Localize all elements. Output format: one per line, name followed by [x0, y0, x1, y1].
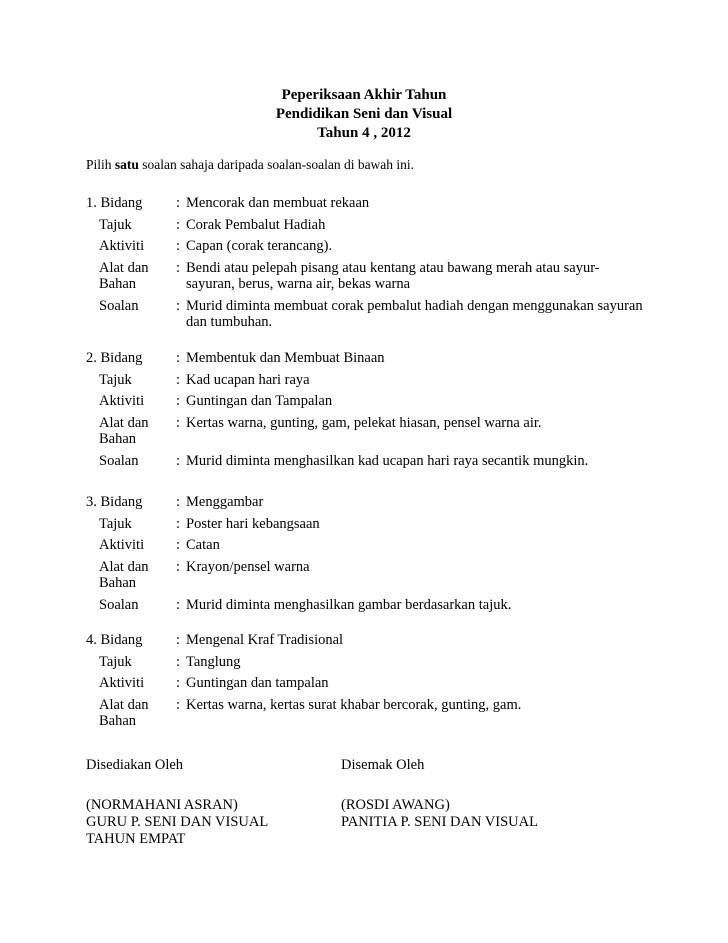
row-colon: : [176, 350, 181, 366]
row-colon: : [176, 696, 181, 713]
question-row [86, 654, 646, 671]
row-value: Kad ucapan hari raya [186, 371, 310, 388]
row-value: Capan (corak terancang). [186, 238, 333, 254]
row-colon: : [176, 297, 181, 314]
row-label: Tajuk [99, 515, 132, 532]
row-colon: : [176, 371, 181, 388]
question-row [86, 238, 646, 255]
row-value: Murid diminta membuat corak pembalut hadiah dengan menggunakan sayuran dan tumbuhan. [186, 297, 643, 330]
row-label: 1. Bidang [86, 195, 143, 211]
row-value: Krayon/pensel warna [186, 558, 310, 575]
row-value: Guntingan dan tampalan [186, 675, 329, 691]
row-label: 3. Bidang [86, 494, 143, 510]
row-label: 2. Bidang [86, 350, 143, 366]
row-value: Murid diminta menghasilkan kad ucapan hari raya secantik mungkin. [186, 452, 589, 469]
row-colon: : [176, 216, 181, 233]
question-row [86, 393, 646, 410]
row-colon: : [176, 238, 181, 254]
question-row [86, 453, 646, 470]
question-row [86, 675, 646, 692]
row-colon: : [176, 494, 181, 510]
question-row [86, 195, 646, 212]
row-value: Murid diminta menghasilkan gambar berdasarkan tajuk. [186, 596, 512, 613]
row-label: Alat dan Bahan [99, 696, 149, 729]
row-label: Alat dan Bahan [99, 558, 149, 591]
question-row [86, 697, 646, 730]
question-3 [86, 494, 646, 618]
row-colon: : [176, 195, 181, 211]
row-value: Mengenal Kraf Tradisional [186, 632, 344, 648]
row-label: Aktiviti [99, 675, 145, 691]
row-label: Tajuk [99, 216, 132, 233]
row-value: Mencorak dan membuat rekaan [186, 195, 370, 211]
question-1 [86, 195, 646, 336]
row-label: Alat dan Bahan [99, 259, 149, 292]
row-value: Membentuk dan Membuat Binaan [186, 350, 385, 366]
row-colon: : [176, 414, 181, 431]
title-line-1: Peperiksaan Akhir Tahun [281, 87, 447, 103]
question-row [86, 516, 646, 533]
question-2 [86, 350, 646, 474]
checked-by-label: Disemak Oleh [341, 757, 425, 773]
row-colon: : [176, 259, 181, 276]
row-value: Menggambar [186, 494, 264, 510]
row-colon: : [176, 632, 181, 648]
row-label: Soalan [99, 297, 139, 314]
prepared-by-role-year: TAHUN EMPAT [86, 831, 186, 847]
title-line-2: Pendidikan Seni dan Visual [275, 106, 453, 122]
row-label: Tajuk [99, 653, 132, 670]
title-line-3: Tahun 4 , 2012 [317, 125, 411, 141]
row-label: Aktiviti [99, 537, 145, 553]
prepared-by-role: GURU P. SENI DAN VISUAL [86, 814, 269, 830]
row-label: Soalan [99, 596, 139, 613]
question-row [86, 494, 646, 511]
instruction-prefix: Pilih [86, 157, 115, 172]
row-value: Kertas warna, kertas surat khabar bercorak, gunting, gam. [186, 696, 522, 713]
row-colon: : [176, 596, 181, 613]
question-row [86, 632, 646, 649]
question-row [86, 350, 646, 367]
row-value: Corak Pembalut Hadiah [186, 216, 326, 233]
row-colon: : [176, 515, 181, 532]
row-colon: : [176, 653, 181, 670]
row-label: Aktiviti [99, 238, 145, 254]
row-colon: : [176, 393, 181, 409]
row-value: Bendi atau pelepah pisang atau kentang atau bawang merah atau sayur-sayuran, berus, warna air, bekas warna [186, 259, 600, 292]
checked-by-role: PANITIA P. SENI DAN VISUAL [341, 814, 538, 830]
question-row [86, 217, 646, 234]
row-value: Kertas warna, gunting, gam, pelekat hiasan, pensel warna air. [186, 414, 542, 431]
row-value: Catan [186, 537, 220, 553]
row-colon: : [176, 675, 181, 691]
question-row [86, 597, 646, 614]
question-row [86, 537, 646, 554]
row-value: Guntingan dan Tampalan [186, 393, 333, 409]
row-colon: : [176, 452, 181, 469]
prepared-by-label: Disediakan Oleh [86, 757, 184, 773]
row-value: Poster hari kebangsaan [186, 515, 320, 532]
instruction-bold: satu [114, 157, 139, 172]
row-value: Tanglung [186, 653, 241, 670]
row-colon: : [176, 537, 181, 553]
question-row [86, 298, 646, 331]
row-label: Alat dan Bahan [99, 414, 149, 447]
checked-by-name: (ROSDI AWANG) [341, 797, 450, 813]
row-label: Tajuk [99, 371, 132, 388]
row-colon: : [176, 558, 181, 575]
document-title [268, 86, 460, 143]
question-row [86, 372, 646, 389]
row-label: Aktiviti [99, 393, 145, 409]
instruction-suffix: soalan sahaja daripada soalan-soalan di bawah ini. [138, 157, 415, 172]
prepared-by-name: (NORMAHANI ASRAN) [86, 797, 238, 813]
question-row [86, 415, 646, 448]
instruction-text [86, 156, 414, 174]
question-4 [86, 632, 646, 735]
row-label: Soalan [99, 452, 139, 469]
question-row [86, 260, 646, 293]
question-row [86, 559, 646, 592]
row-label: 4. Bidang [86, 632, 143, 648]
